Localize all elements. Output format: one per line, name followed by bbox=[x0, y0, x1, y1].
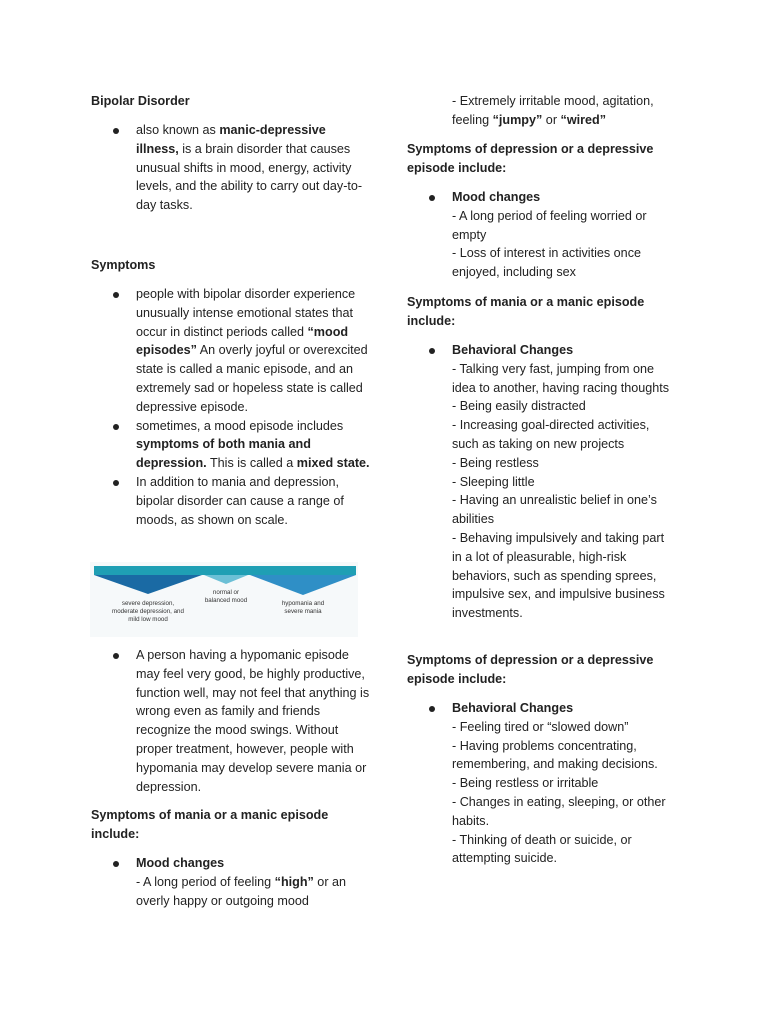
item-title: Behavioral Changes bbox=[452, 701, 574, 715]
hypomania-list bbox=[91, 646, 371, 796]
symptoms-heading: Symptoms bbox=[91, 258, 156, 272]
normal-label-2: balanced mood bbox=[204, 597, 248, 604]
depression-heading: Symptoms of depression or a depressive episode include: bbox=[407, 142, 654, 175]
continued-text: - Extremely irritable mood, agitation, feeling “jumpy” or “wired” bbox=[452, 94, 654, 127]
item-title: Mood changes bbox=[452, 190, 541, 204]
depression-heading-2: Symptoms of depression or a depressive episode include: bbox=[407, 653, 654, 686]
mood-scale-bar bbox=[94, 566, 356, 575]
list-item: also known as manic-depressive illness, is a brain disorder that causes unusual shifts in mood, energy, activity levels, and the ability to carry out day-to-day tasks. bbox=[91, 121, 371, 215]
bullet-icon bbox=[113, 128, 119, 134]
bullet-icon bbox=[113, 292, 119, 298]
list-item: Behavioral Changes - Talking very fast, jumping from one idea to another, having racing thoughts - Being easily distracted - Increasing goal-directed activities, such as taking on new projects - Being restless - Sleeping little - Having an unrealistic belief in one’s abilities - Behaving impulsively and taking part in a lot of pleasurable, high-risk behaviors, such as spending sprees, impulsive sex, and impulsive business investments. bbox=[407, 341, 697, 623]
depression-behavior-list bbox=[407, 699, 697, 868]
list-item: A person having a hypomanic episode may feel very good, be highly productive, function well, may not feel that anything is wrong even as family and friends recognize the mood swings. Without proper treatment, however, people with hypomania may develop severe mania or depression. bbox=[91, 646, 371, 796]
document-title: Bipolar Disorder bbox=[91, 94, 190, 108]
bullet-icon bbox=[429, 706, 435, 712]
list-item: people with bipolar disorder experience unusually intense emotional states that occur in distinct periods called “mood episodes” An overly joyful or overexcited state is called a manic episode, and an extremely sad or hopeless state is called depressive episode. bbox=[91, 285, 371, 417]
mania-behavior-list bbox=[407, 341, 697, 623]
list-item: Mood changes - A long period of feeling “high” or an overly happy or outgoing mood bbox=[91, 854, 371, 910]
list-item: sometimes, a mood episode includes symptoms of both mania and depression. This is called a mixed state. bbox=[91, 417, 371, 473]
list-item: Behavioral Changes - Feeling tired or “slowed down” - Having problems concentrating, remembering, and making decisions. - Being restless or irritable - Changes in eating, sleeping, or other habits. - Thinking of death or suicide, or attempting suicide. bbox=[407, 699, 697, 868]
depression-label-2: moderate depression, and bbox=[112, 608, 184, 615]
bullet-icon bbox=[429, 348, 435, 354]
mania-heading-2: Symptoms of mania or a manic episode include: bbox=[407, 295, 645, 328]
mania-mood-list bbox=[91, 854, 371, 910]
bullet-icon bbox=[113, 480, 119, 486]
list-item: Mood changes - A long period of feeling worried or empty - Loss of interest in activities once enjoyed, including sex bbox=[407, 188, 697, 282]
bullet-icon bbox=[429, 195, 435, 201]
symptoms-list bbox=[91, 285, 371, 529]
list-item: In addition to mania and depression, bipolar disorder can cause a range of moods, as shown on scale. bbox=[91, 473, 371, 529]
bullet-icon bbox=[113, 424, 119, 430]
mood-scale-figure bbox=[90, 562, 358, 637]
depression-label-3: mild low mood bbox=[128, 616, 168, 623]
mania-label-1: hypomania and bbox=[281, 600, 325, 607]
intro-list bbox=[91, 121, 371, 215]
mania-label-2: severe mania bbox=[284, 608, 322, 615]
depression-mood-list bbox=[407, 188, 697, 282]
item-title: Behavioral Changes bbox=[452, 343, 574, 357]
mania-heading: Symptoms of mania or a manic episode include: bbox=[91, 808, 329, 841]
normal-label-1: normal or bbox=[212, 589, 240, 596]
item-title: Mood changes bbox=[136, 856, 225, 870]
depression-label-1: severe depression, bbox=[121, 600, 175, 607]
bullet-icon bbox=[113, 861, 119, 867]
bullet-icon bbox=[113, 653, 119, 659]
